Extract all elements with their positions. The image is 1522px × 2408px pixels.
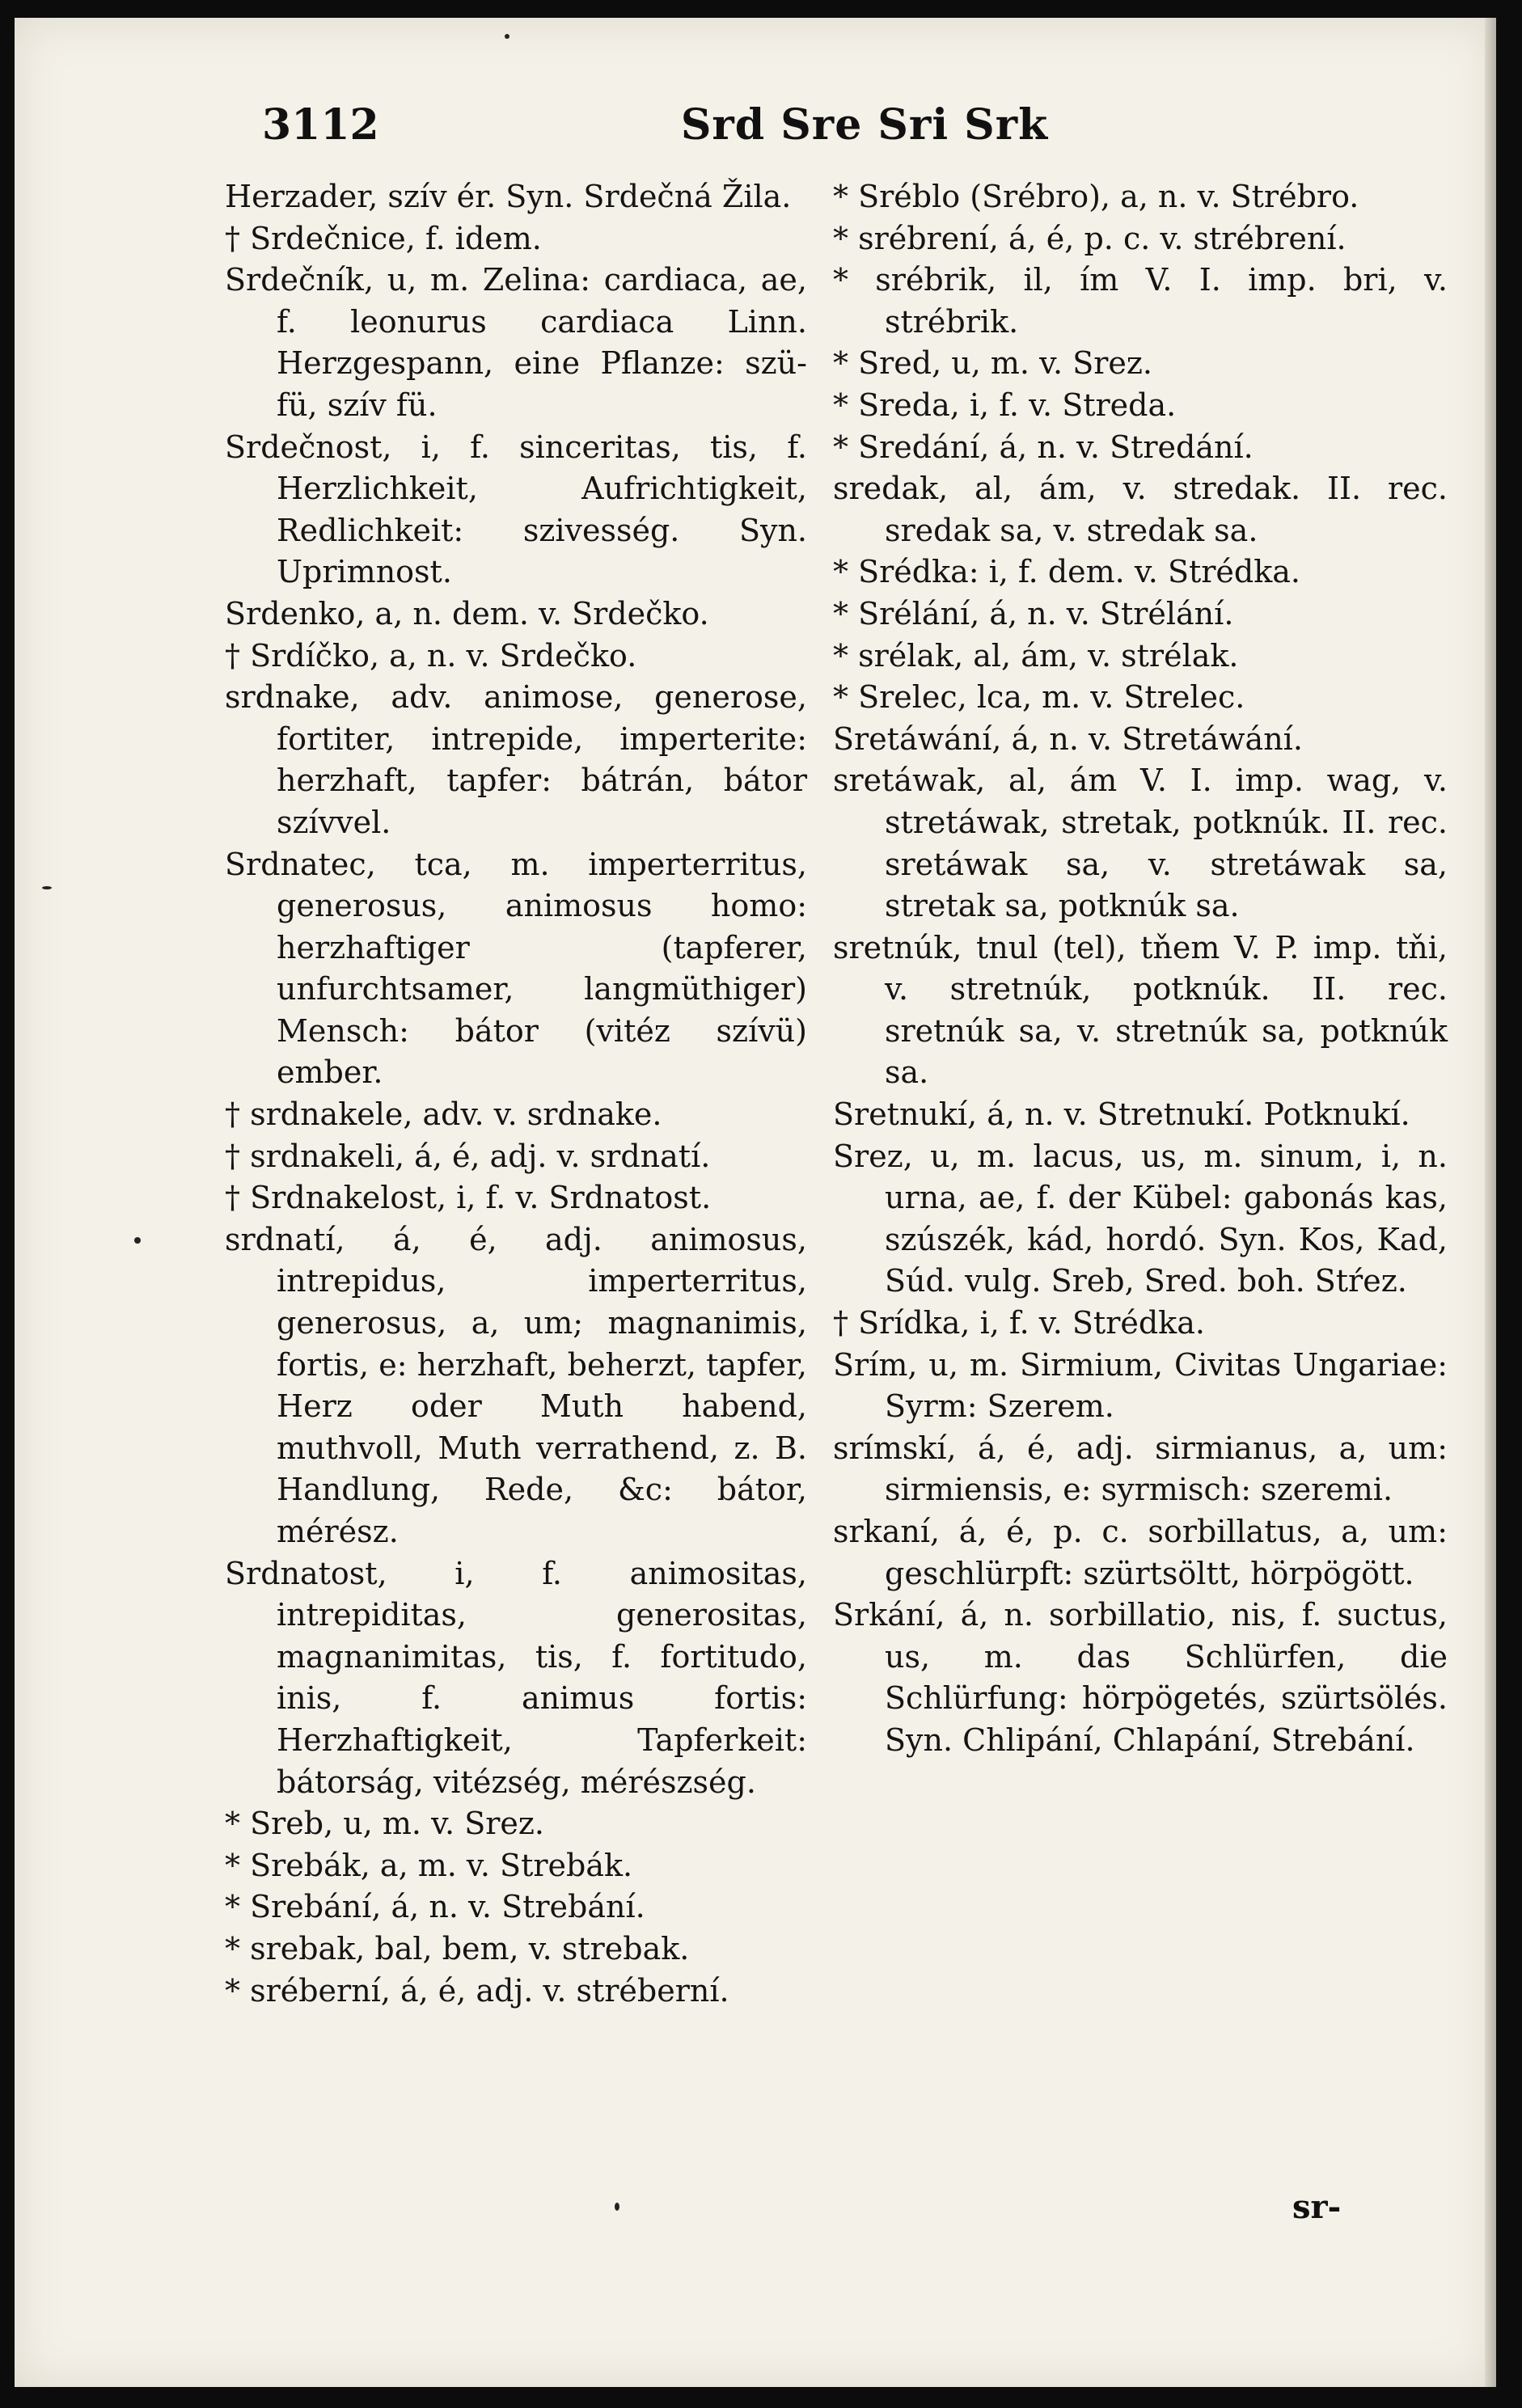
dictionary-entry: * Srebání, á, n. v. Strebání.: [225, 1889, 645, 1925]
right-column: [833, 176, 1448, 1762]
dictionary-entry: † Srdečnice, f. idem.: [225, 220, 542, 256]
page-header: [262, 100, 1467, 165]
dictionary-entry: Sretnukí, á, n. v. Stretnukí. Potknukí.: [833, 1096, 1410, 1133]
ink-speck: [42, 886, 52, 889]
dictionary-entry: Srdnatost, i, f. animositas, intrepiditas, generositas, magnanimitas, tis, f. fortitudo, inis, f. animus fortis: Herzhaftigkeit, Tapferkeit: bátorság, vitézség, mérészség.: [225, 1555, 807, 1800]
dictionary-entry: * srébrení, á, é, p. c. v. strébrení.: [833, 220, 1347, 256]
dictionary-entry: Srím, u, m. Sirmium, Civitas Ungariae: Syrm: Szerem.: [833, 1346, 1448, 1425]
dictionary-entry: * Srelec, lca, m. v. Strelec.: [833, 679, 1245, 716]
ink-speck: [134, 1237, 141, 1244]
dictionary-entry: * sréberní, á, é, adj. v. stréberní.: [225, 1972, 729, 2009]
dictionary-entry: sretáwak, al, ám V. I. imp. wag, v. stretáwak, stretak, potknúk. II. rec. sretáwak sa, v. stretáwak sa, stretak sa, potknúk sa.: [833, 763, 1448, 924]
dictionary-entry: Srdnatec, tca, m. imperterritus, generosus, animosus homo: herzhaftiger (tapferer, unfurchtsamer, langmüthiger) Mensch: bátor (vitéz szívü) ember.: [225, 846, 807, 1091]
dictionary-entry: sredak, al, ám, v. stredak. II. rec. sredak sa, v. stredak sa.: [833, 471, 1448, 548]
dictionary-entry: Srdečnost, i, f. sinceritas, tis, f. Herzlichkeit, Aufrichtigkeit, Redlichkeit: szivesség. Syn. Uprimnost.: [225, 429, 807, 590]
catchword: sr-: [1292, 2188, 1342, 2226]
dictionary-entry: * Srélání, á, n. v. Strélání.: [833, 595, 1234, 632]
running-head: Srd Sre Sri Srk: [680, 100, 1049, 150]
dictionary-entry: Srez, u, m. lacus, us, m. sinum, i, n. urna, ae, f. der Kübel: gabonás kas, szúszék, kád, hordó. Syn. Kos, Kad, Súd. vulg. Sreb, Sred. boh. Stŕez.: [833, 1138, 1448, 1299]
dictionary-entry: * srébrik, il, ím V. I. imp. bri, v. strébrik.: [833, 262, 1448, 340]
dictionary-entry: * Sreda, i, f. v. Streda.: [833, 387, 1177, 423]
ink-speck: [615, 2203, 619, 2211]
dictionary-entry: * Sredání, á, n. v. Stredání.: [833, 429, 1254, 465]
dictionary-entry: srímskí, á, é, adj. sirmianus, a, um: sirmiensis, e: syrmisch: szeremi.: [833, 1430, 1448, 1508]
dictionary-entry: † Srídka, i, f. v. Strédka.: [833, 1305, 1205, 1341]
dictionary-entry: * srebak, bal, bem, v. strebak.: [225, 1930, 690, 1967]
dictionary-entry: Srdenko, a, n. dem. v. Srdečko.: [225, 595, 709, 632]
dictionary-entry: Srdečník, u, m. Zelina: cardiaca, ae, f. leonurus cardiaca Linn. Herzgespann, eine Pflanze: szü-fü, szív fü.: [225, 262, 807, 423]
left-column: [225, 176, 807, 2012]
dictionary-entry: † srdnakeli, á, é, adj. v. srdnatí.: [225, 1138, 711, 1174]
dictionary-entry: * Sred, u, m. v. Srez.: [833, 345, 1152, 382]
dictionary-entry: sretnúk, tnul (tel), tňem V. P. imp. tňi, v. stretnúk, potknúk. II. rec. sretnúk sa, v. stretnúk sa, potknúk sa.: [833, 929, 1448, 1091]
dictionary-entry: * Sréblo (Srébro), a, n. v. Strébro.: [833, 179, 1359, 214]
page-number: 3112: [262, 100, 379, 150]
dictionary-entry: * Srédka: i, f. dem. v. Strédka.: [833, 554, 1300, 590]
dictionary-entry: Sretáwání, á, n. v. Stretáwání.: [833, 720, 1303, 757]
dictionary-entry: * Srebák, a, m. v. Strebák.: [225, 1847, 633, 1883]
ink-speck: [505, 34, 509, 39]
dictionary-entry: srkaní, á, é, p. c. sorbillatus, a, um: geschlürpft: szürtsöltt, hörpögött.: [833, 1514, 1448, 1591]
dictionary-entry: * Sreb, u, m. v. Srez.: [225, 1806, 544, 1842]
dictionary-entry: † srdnakele, adv. v. srdnake.: [225, 1096, 662, 1133]
dictionary-entry: Srkání, á, n. sorbillatio, nis, f. suctus, us, m. das Schlürfen, die Schlürfung: hörpögetés, szürtsölés. Syn. Chlipání, Chlapání, Strebání.: [833, 1597, 1448, 1758]
dictionary-entry: † Srdnakelost, i, f. v. Srdnatost.: [225, 1180, 712, 1216]
dictionary-entry: * srélak, al, ám, v. strélak.: [833, 637, 1239, 674]
dictionary-entry: srdnake, adv. animose, generose, fortiter, intrepide, imperterite: herzhaft, tapfer: bátrán, bátor szívvel.: [225, 679, 807, 840]
dictionary-entry: † Srdíčko, a, n. v. Srdečko.: [225, 637, 637, 674]
dictionary-entry: srdnatí, á, é, adj. animosus, intrepidus, imperterritus, generosus, a, um; magnanimis, fortis, e: herzhaft, beherzt, tapfer, Herz oder Muth habend, muthvoll, Muth verrathend, z. B. Handlung, Rede, &c: bátor, mérész.: [225, 1221, 807, 1549]
page-edge: [1485, 18, 1496, 2387]
dictionary-entry: Herzader, szív ér. Syn. Srdečná Žila.: [225, 179, 792, 214]
